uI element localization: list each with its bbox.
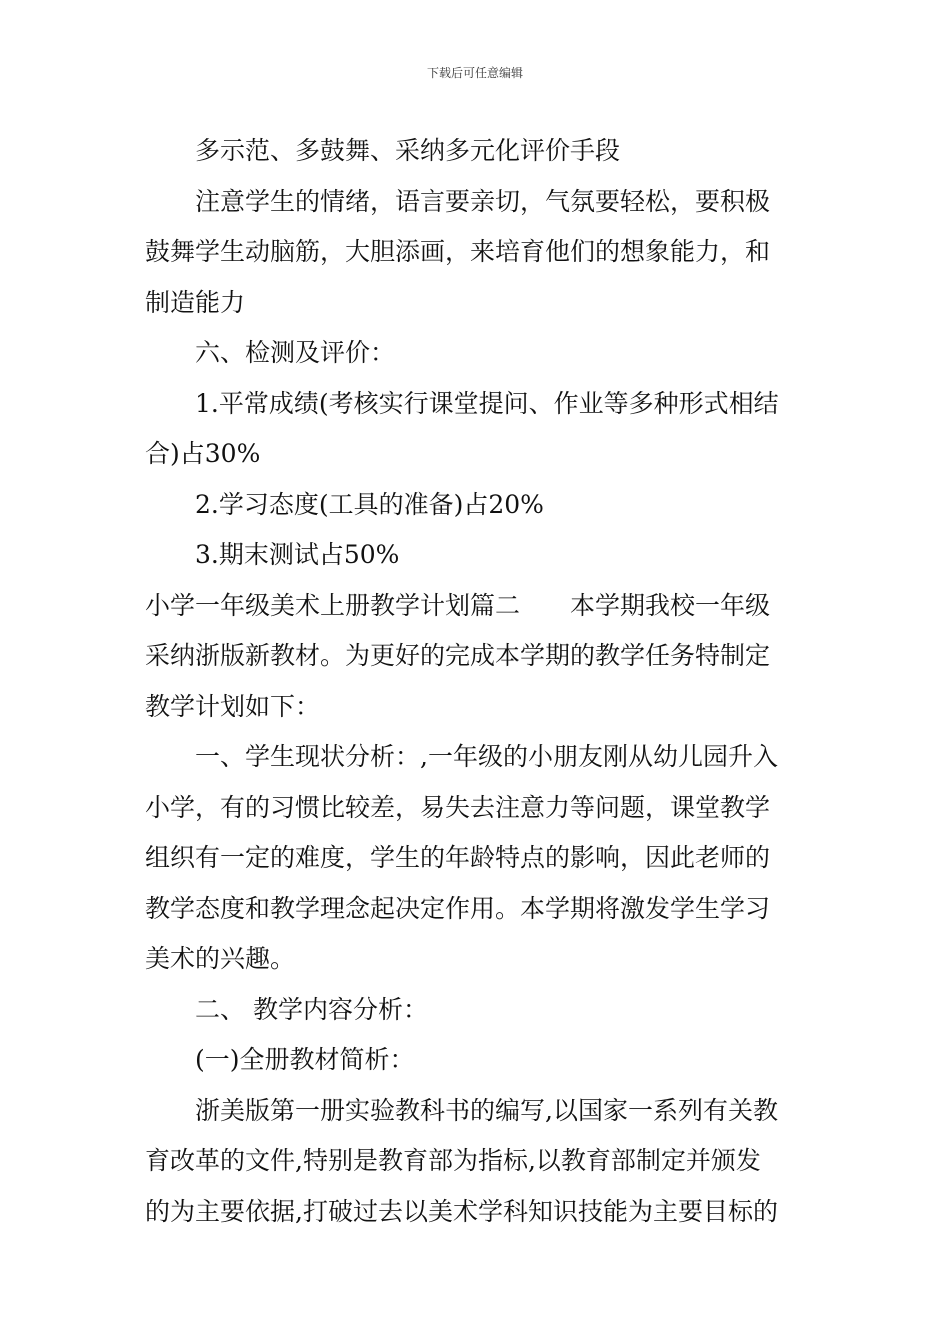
paragraph-line: 育改革的文件,特别是教育部为指标,以教育部制定并颁发 <box>145 1146 761 1175</box>
paragraph-line: 浙美版第一册实验教科书的编写,以国家一系列有关教 <box>195 1095 778 1125</box>
paragraph-line: 鼓舞学生动脑筋，大胆添画，来培育他们的想象能力，和 <box>145 237 771 266</box>
paragraph-line: 教学态度和教学理念起决定作用。本学期将激发学生学习 <box>145 893 771 923</box>
subsection-heading: (一)全册教材简析： <box>195 1045 415 1074</box>
paragraph-text: 本学期我校一年级 <box>570 590 771 620</box>
section-heading: 二、 教学内容分析： <box>195 994 428 1024</box>
paragraph-line: 美术的兴趣。 <box>145 944 296 973</box>
section-title-line <box>145 581 805 632</box>
paragraph-line: 组织有一定的难度，学生的年龄特点的影响，因此老师的 <box>145 843 771 872</box>
paragraph-line: 的为主要依据,打破过去以美术学科知识技能为主要目标的 <box>145 1196 778 1226</box>
paragraph-line: 制造能力 <box>145 287 246 317</box>
list-item: 1.平常成绩(考核实行课堂提问、作业等多种形式相结 <box>195 388 779 418</box>
document-body <box>145 126 805 1237</box>
section-title: 小学一年级美术上册教学计划篇二 <box>145 590 521 620</box>
paragraph-line: 多示范、多鼓舞、采纳多元化评价手段 <box>195 136 621 165</box>
list-item-continuation: 合)占30% <box>145 439 261 468</box>
section-heading: 一、学生现状分析：,一年级的小朋友刚从幼儿园升入 <box>195 742 778 771</box>
page-header: 下载后可任意编辑 <box>426 66 523 80</box>
list-item: 2.学习态度(工具的准备)占20% <box>195 489 544 519</box>
paragraph-line: 教学计划如下： <box>145 691 321 721</box>
section-heading: 六、检测及评价： <box>195 338 396 367</box>
paragraph-line: 注意学生的情绪，语言要亲切，气氛要轻松，要积极 <box>195 186 771 216</box>
list-item: 3.期末测试占50% <box>195 540 400 569</box>
paragraph-line: 采纳浙版新教材。为更好的完成本学期的教学任务特制定 <box>145 641 771 670</box>
paragraph-line: 小学，有的习惯比较差，易失去注意力等问题，课堂教学 <box>145 792 771 822</box>
